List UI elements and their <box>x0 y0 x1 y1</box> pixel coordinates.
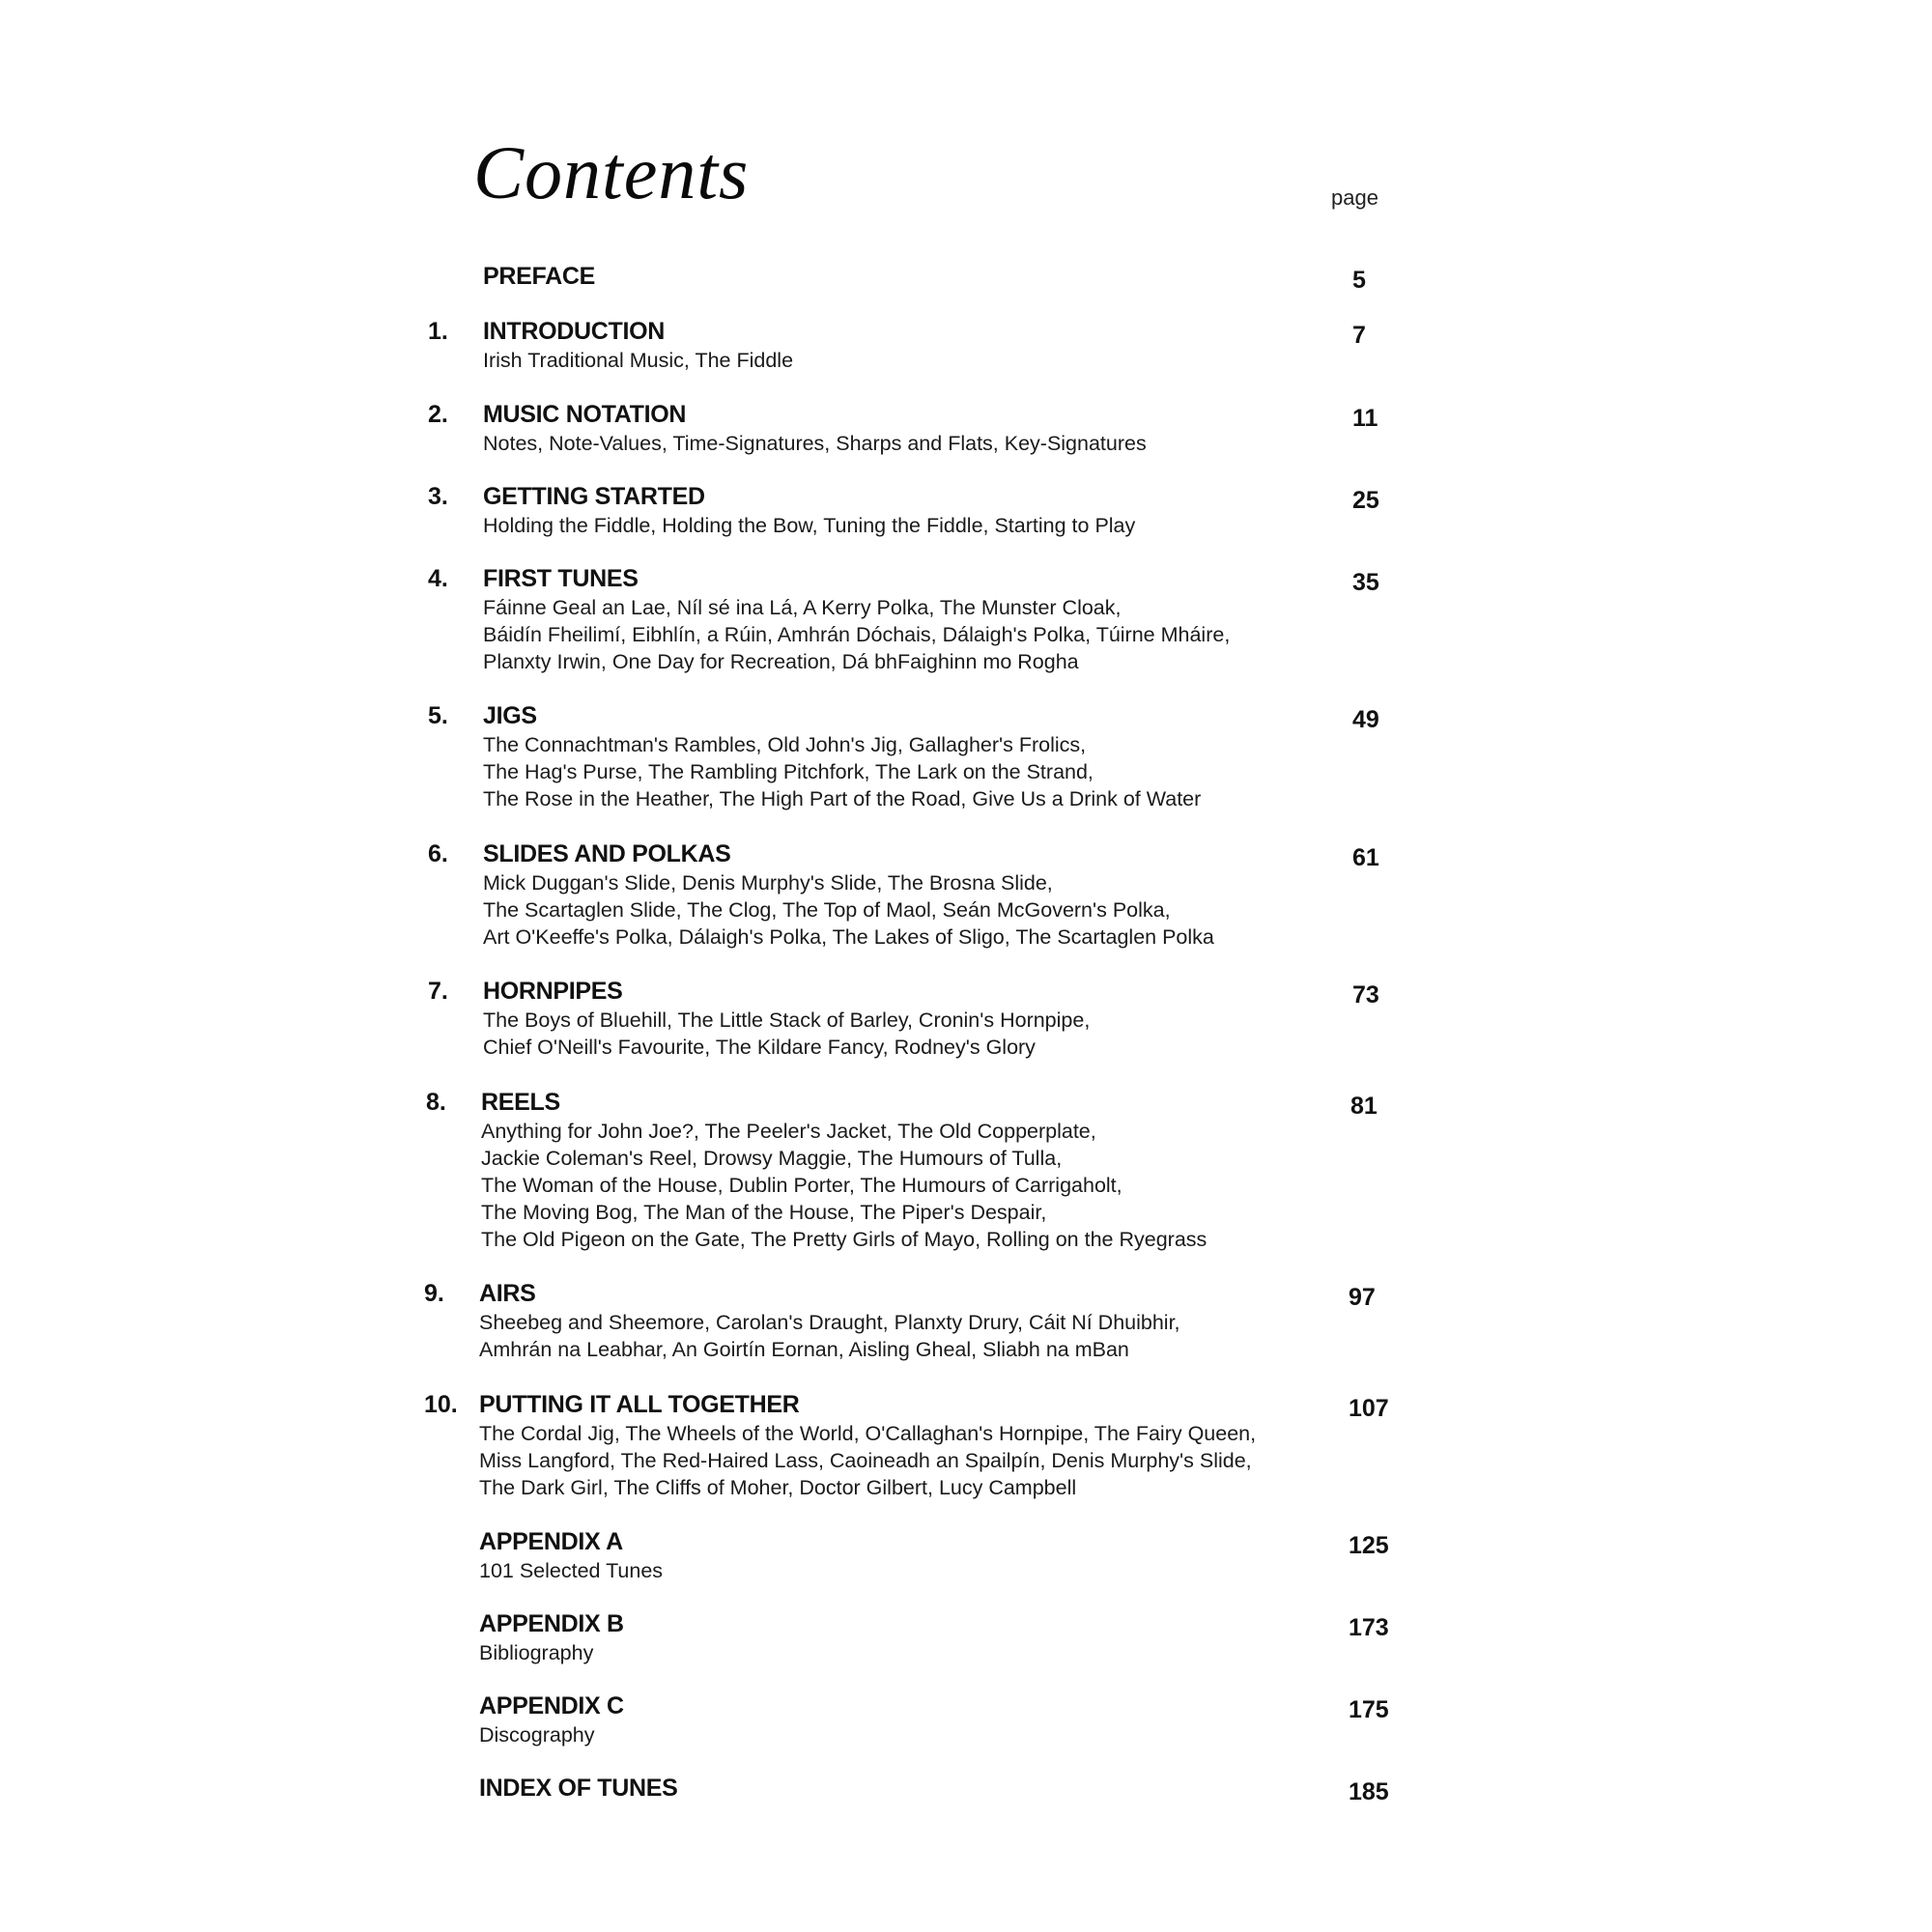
description-line: Notes, Note-Values, Time-Signatures, Sharps and Flats, Key-Signatures <box>483 432 1147 455</box>
description-line: Anything for John Joe?, The Peeler's Jacket, The Old Copperplate, <box>481 1120 1096 1143</box>
chapter-description <box>479 1420 1256 1501</box>
description-line: Miss Langford, The Red-Haired Lass, Caoineadh an Spailpín, Denis Murphy's Slide, <box>479 1449 1252 1472</box>
page-number: 97 <box>1349 1284 1376 1311</box>
chapter-description <box>483 731 1201 812</box>
page-title: Contents <box>473 130 750 214</box>
chapter-description <box>483 347 793 374</box>
page-number: 81 <box>1350 1093 1378 1120</box>
description-line: Planxty Irwin, One Day for Recreation, Dá bhFaighinn mo Rogha <box>483 650 1079 673</box>
description-line: The Boys of Bluehill, The Little Stack of Barley, Cronin's Hornpipe, <box>483 1009 1091 1032</box>
description-line: The Old Pigeon on the Gate, The Pretty Girls of Mayo, Rolling on the Ryegrass <box>481 1228 1208 1251</box>
description-line: The Dark Girl, The Cliffs of Moher, Doctor Gilbert, Lucy Campbell <box>479 1476 1077 1499</box>
page-number: 35 <box>1352 569 1379 596</box>
chapter-heading: FIRST TUNES <box>483 565 639 592</box>
description-line: The Moving Bog, The Man of the House, The Piper's Despair, <box>481 1201 1047 1224</box>
chapter-number: 4. <box>428 565 448 592</box>
description-line: Holding the Fiddle, Holding the Bow, Tuning the Fiddle, Starting to Play <box>483 514 1136 537</box>
description-line: The Hag's Purse, The Rambling Pitchfork, The Lark on the Strand, <box>483 760 1094 783</box>
chapter-heading: REELS <box>481 1089 560 1116</box>
chapter-heading: HORNPIPES <box>483 978 623 1005</box>
page-number: 61 <box>1352 844 1379 871</box>
chapter-description <box>479 1557 663 1584</box>
description-line: Mick Duggan's Slide, Denis Murphy's Slide, The Brosna Slide, <box>483 871 1053 895</box>
page-number: 107 <box>1349 1395 1389 1422</box>
chapter-number: 8. <box>426 1089 446 1116</box>
description-line: The Woman of the House, Dublin Porter, The Humours of Carrigaholt, <box>481 1174 1122 1197</box>
page-number: 5 <box>1352 267 1366 294</box>
page-number: 11 <box>1352 405 1378 432</box>
description-line: 101 Selected Tunes <box>479 1559 664 1582</box>
description-line: Báidín Fheilimí, Eibhlín, a Rúin, Amhrán Dóchais, Dálaigh's Polka, Túirne Mháire, <box>483 623 1231 646</box>
chapter-heading: PUTTING IT ALL TOGETHER <box>479 1391 800 1418</box>
description-line: Jackie Coleman's Reel, Drowsy Maggie, The Humours of Tulla, <box>481 1147 1063 1170</box>
chapter-description <box>479 1721 595 1748</box>
chapter-heading: AIRS <box>479 1280 536 1307</box>
chapter-number: 10. <box>424 1391 458 1418</box>
chapter-description <box>483 594 1230 675</box>
chapter-heading: APPENDIX C <box>479 1692 624 1719</box>
page-number: 173 <box>1349 1614 1389 1641</box>
description-line: The Cordal Jig, The Wheels of the World, O'Callaghan's Hornpipe, The Fairy Queen, <box>479 1422 1257 1445</box>
chapter-description <box>479 1309 1180 1363</box>
page-number: 25 <box>1352 487 1379 514</box>
chapter-description <box>483 512 1135 539</box>
chapter-heading: SLIDES AND POLKAS <box>483 840 731 867</box>
description-line: The Connachtman's Rambles, Old John's Jig, Gallagher's Frolics, <box>483 733 1087 756</box>
chapter-number: 9. <box>424 1280 444 1307</box>
chapter-number: 6. <box>428 840 448 867</box>
chapter-heading: INDEX OF TUNES <box>479 1775 678 1802</box>
chapter-description <box>481 1118 1207 1253</box>
chapter-heading: MUSIC NOTATION <box>483 401 687 428</box>
description-line: Chief O'Neill's Favourite, The Kildare Fancy, Rodney's Glory <box>483 1036 1036 1059</box>
chapter-heading: GETTING STARTED <box>483 483 705 510</box>
page-number: 125 <box>1349 1532 1389 1559</box>
page-number: 49 <box>1352 706 1379 733</box>
chapter-number: 5. <box>428 702 448 729</box>
chapter-heading: JIGS <box>483 702 537 729</box>
chapter-number: 1. <box>428 318 448 345</box>
chapter-description <box>483 869 1214 951</box>
description-line: Art O'Keeffe's Polka, Dálaigh's Polka, The Lakes of Sligo, The Scartaglen Polka <box>483 925 1214 949</box>
page-number: 73 <box>1352 981 1379 1009</box>
page-number: 185 <box>1349 1778 1389 1805</box>
chapter-heading: INTRODUCTION <box>483 318 666 345</box>
page-column-label: page <box>1331 185 1378 210</box>
page-number: 175 <box>1349 1696 1389 1723</box>
description-line: Discography <box>479 1723 595 1747</box>
description-line: The Rose in the Heather, The High Part of the Road, Give Us a Drink of Water <box>483 787 1202 810</box>
description-line: Irish Traditional Music, The Fiddle <box>483 349 794 372</box>
chapter-heading: APPENDIX B <box>479 1610 624 1637</box>
description-line: The Scartaglen Slide, The Clog, The Top of Maol, Seán McGovern's Polka, <box>483 898 1171 922</box>
description-line: Sheebeg and Sheemore, Carolan's Draught, Planxty Drury, Cáit Ní Dhuibhir, <box>479 1311 1180 1334</box>
chapter-number: 2. <box>428 401 448 428</box>
chapter-description <box>479 1639 593 1666</box>
description-line: Bibliography <box>479 1641 594 1664</box>
chapter-description <box>483 1007 1090 1061</box>
chapter-number: 3. <box>428 483 448 510</box>
description-line: Fáinne Geal an Lae, Níl sé ina Lá, A Kerry Polka, The Munster Cloak, <box>483 596 1122 619</box>
chapter-number: 7. <box>428 978 448 1005</box>
chapter-heading: APPENDIX A <box>479 1528 623 1555</box>
page-number: 7 <box>1352 322 1366 349</box>
description-line: Amhrán na Leabhar, An Goirtín Eornan, Aisling Gheal, Sliabh na mBan <box>479 1338 1129 1361</box>
chapter-heading: PREFACE <box>483 263 595 290</box>
chapter-description <box>483 430 1147 457</box>
